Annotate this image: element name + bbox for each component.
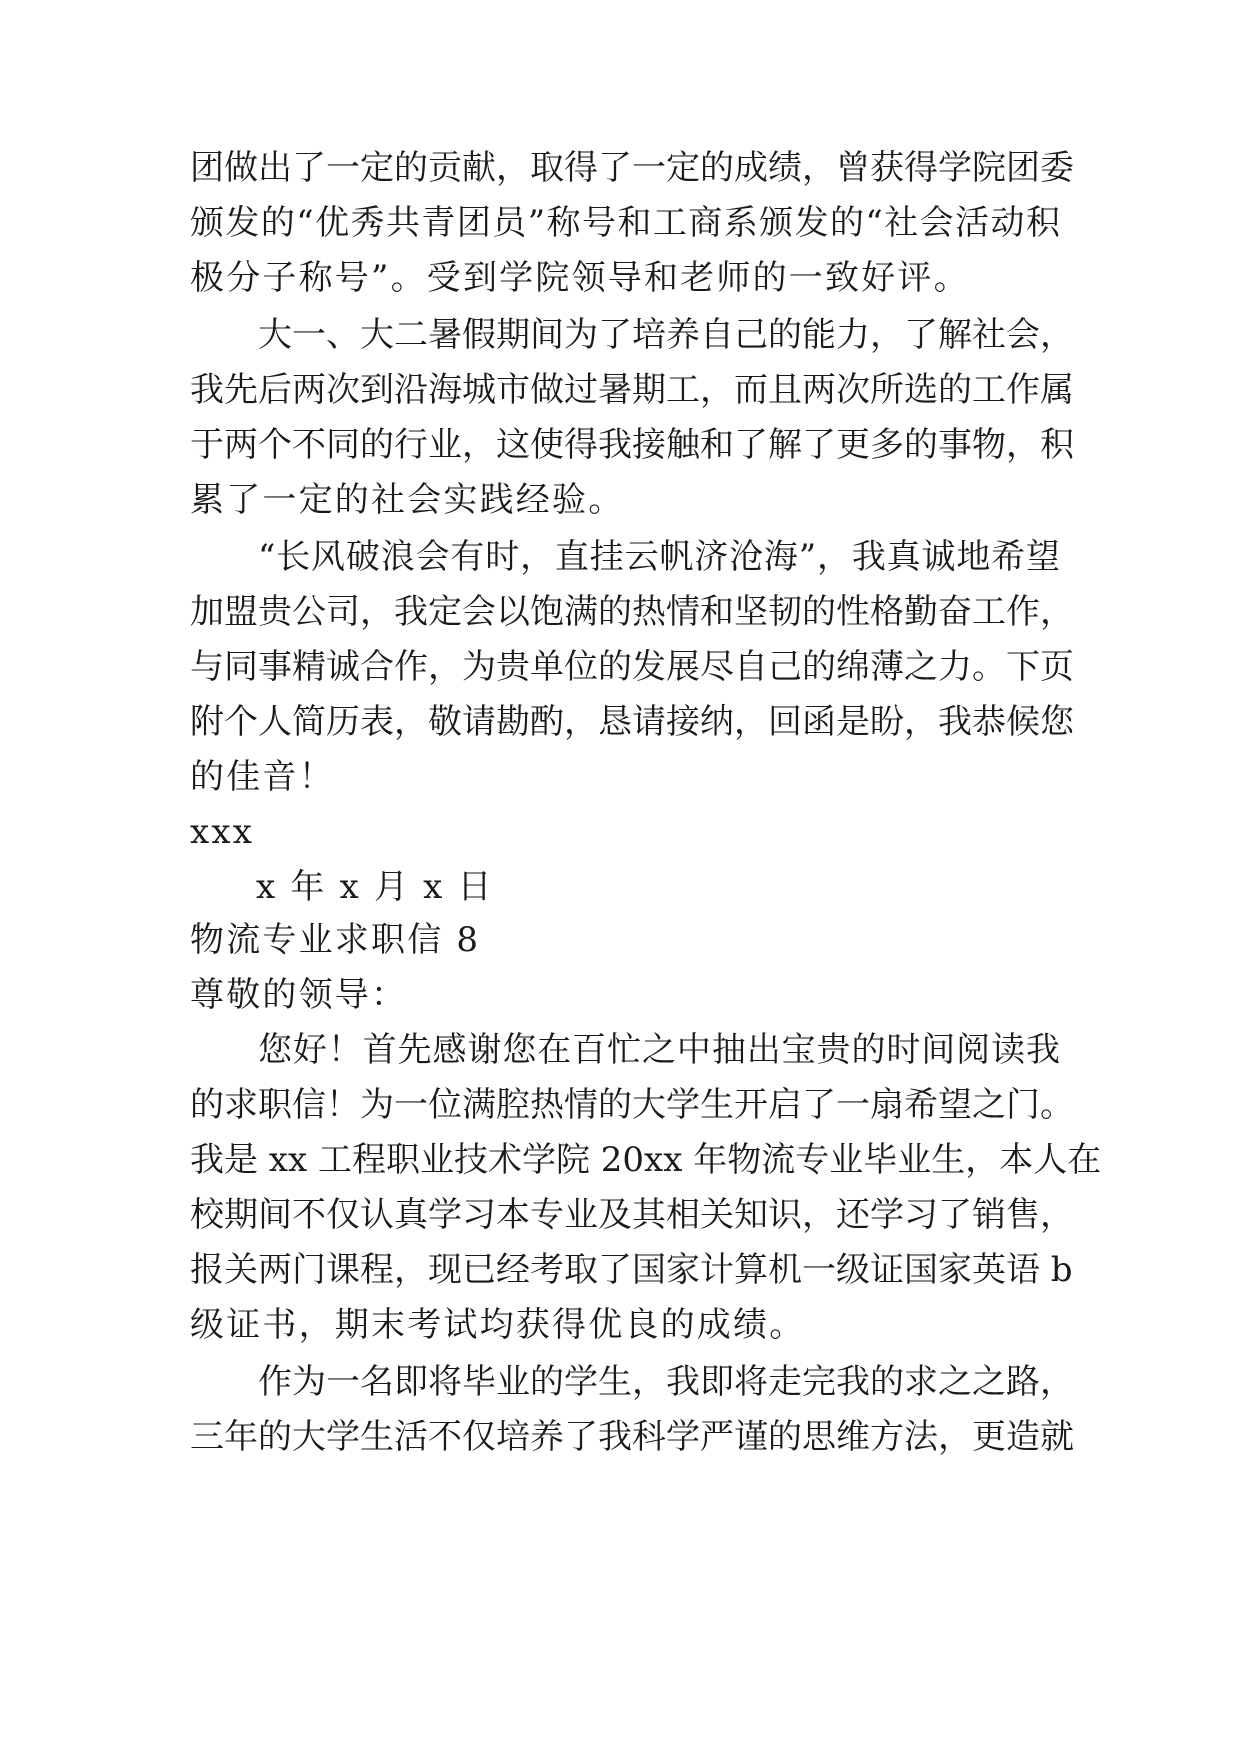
- signature-name: xxx: [190, 812, 255, 852]
- body-line-1: 团做出了一定的贡献，取得了一定的成绩，曾获得学院团委: [190, 148, 1074, 188]
- body-line-14: 的求职信！为一位满腔热情的大学生开启了一扇希望之门。: [190, 1085, 1074, 1125]
- section-heading: 物流专业求职信 8: [190, 920, 481, 960]
- body-line-11: 附个人简历表，敬请勘酌，恳请接纳，回函是盼，我恭候您: [190, 702, 1074, 742]
- body-line-6: 于两个不同的行业，这使得我接触和了解了更多的事物，积: [190, 425, 1074, 465]
- body-line-17: 报关两门课程，现已经考取了国家计算机一级证国家英语 b: [190, 1250, 1073, 1290]
- body-line-2: 颁发的“优秀共青团员”称号和工商系颁发的“社会活动积: [190, 203, 1060, 243]
- body-line-3: 极分子称号”。受到学院领导和老师的一致好评。: [190, 258, 970, 298]
- body-line-7: 累了一定的社会实践经验。: [190, 480, 625, 520]
- body-line-9: 加盟贵公司，我定会以饱满的热情和坚韧的性格勤奋工作，: [190, 592, 1074, 632]
- body-line-16: 校期间不仅认真学习本专业及其相关知识，还学习了销售，: [190, 1195, 1074, 1235]
- body-line-15: 我是 xx 工程职业技术学院 20xx 年物流专业毕业生，本人在: [190, 1140, 1102, 1180]
- body-line-4: 大一、大二暑假期间为了培养自己的能力，了解社会，: [258, 315, 1074, 355]
- body-line-20: 三年的大学生活不仅培养了我科学严谨的思维方法，更造就: [190, 1417, 1074, 1457]
- body-line-5: 我先后两次到沿海城市做过暑期工，而且两次所选的工作属: [190, 370, 1074, 410]
- body-line-19: 作为一名即将毕业的学生，我即将走完我的求之之路，: [258, 1362, 1074, 1402]
- body-line-12: 的佳音！: [190, 757, 335, 797]
- salutation: 尊敬的领导：: [190, 975, 408, 1015]
- signature-date: x 年 x 月 x 日: [256, 867, 494, 907]
- body-line-13: 您好！首先感谢您在百忙之中抽出宝贵的时间阅读我: [258, 1030, 1060, 1070]
- body-line-18: 级证书，期末考试均获得优良的成绩。: [190, 1305, 806, 1345]
- body-line-8: “长风破浪会有时，直挂云帆济沧海”，我真诚地希望: [258, 537, 1060, 577]
- body-line-10: 与同事精诚合作，为贵单位的发展尽自己的绵薄之力。下页: [190, 647, 1074, 687]
